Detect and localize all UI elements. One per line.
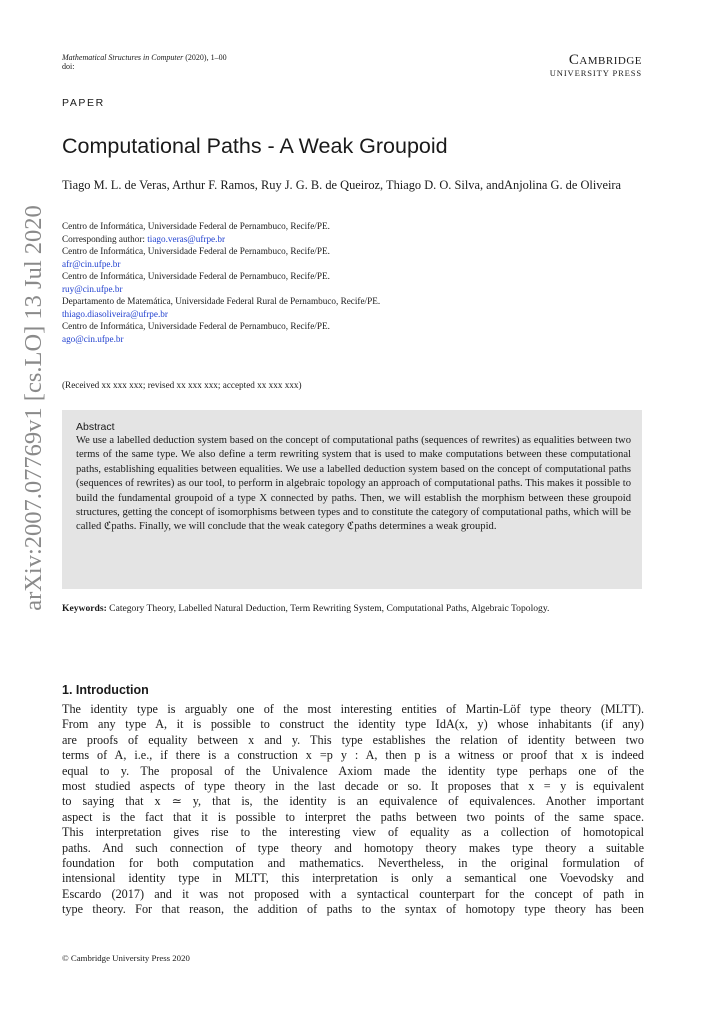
publisher-logo [550,53,642,78]
text-line: intensional identity type in MLTT, this interpretation is only a semantical one Voevodsky and [62,871,644,886]
paper-label: PAPER [62,97,105,109]
corresponding-author [62,233,662,246]
email-link[interactable]: ruy@cin.ufpe.br [62,283,123,294]
text-line: type theory. For that reason, the addition of paths to the syntax of homotopy type theory has been [62,902,644,917]
email-link[interactable]: afr@cin.ufpe.br [62,258,121,269]
email-link[interactable]: thiago.diasoliveira@ufrpe.br [62,308,168,319]
text-line: most studied aspects of type theory in the last decade or so. It proposes that x = y is equivalent [62,779,644,794]
introduction-body [62,702,644,918]
text-line: foundation for both computation and mathematics. Nevertheless, in the original formulation of [62,856,644,871]
arxiv-stamp-text: arXiv:2007.07769v1 [cs.LO] 13 Jul 2020 [20,205,47,611]
copyright-footer: © Cambridge University Press 2020 [62,953,190,963]
section-heading: 1. Introduction [62,683,149,697]
doi: doi: [62,62,75,71]
affiliation-text: Centro de Informática, Universidade Federal de Pernambuco, Recife/PE. [62,246,330,256]
keywords-label: Keywords: [62,603,107,614]
affiliation-text: Centro de Informática, Universidade Federal de Pernambuco, Recife/PE. [62,221,330,231]
publisher-logo-sub: UNIVERSITY PRESS [549,68,642,78]
author-list: Tiago M. L. de Veras, Arthur F. Ramos, Ruy J. G. B. de Queiroz, Thiago D. O. Silva, andAnjolina G. de Oliveira [62,178,622,192]
text-line: are proofs of equality between x and y. This type establishes the relation of identity between two [62,732,644,747]
text-line: to saying that x ≃ y, that is, the identity is an equivalence of equivalences. Another important [62,794,644,809]
text-line: From any type A, it is possible to construct the identity type IdA(x, y) whose inhabitants (if any) [62,717,644,732]
abstract-body: We use a labelled deduction system based on the concept of computational paths (sequences of rewrites) as equalities between two terms of the same type. We also define a term rewriting system that is used to make computations between these computational paths, establishing equalities between equalities. We use a labelled deduction system based on the concept of computational paths (sequences of rewrites) as our tool, to perform in algebraic topology an approach of computational paths. This makes it possible to build the fundamental groupoid of a type X connected by paths. Then, we will establish the morphism between these groupoid structures, getting the concept of isomorphisms between types and to constitute the category of computational paths, which will be called ℭpaths. Finally, we will conclude that the weak category ℭpaths determines a weak groupid. [76,435,631,533]
text-line: The identity type is arguably one of the most interesting entities of Martin-Löf type theory (MLTT). [62,702,644,716]
affiliation-text: Centro de Informática, Universidade Federal de Pernambuco, Recife/PE. [62,321,330,331]
keywords-text: Category Theory, Labelled Natural Deduction, Term Rewriting System, Computational Paths, Algebraic Topology. [106,603,550,614]
affiliations [62,220,662,345]
publisher-logo-main: Cambridge [568,52,642,68]
journal-info [62,53,227,71]
received-dates: (Received xx xxx xxx; revised xx xxx xxx; accepted xx xxx xxx) [62,380,302,390]
arxiv-stamp [18,158,50,658]
affiliation-text: Centro de Informática, Universidade Federal de Pernambuco, Recife/PE. [62,271,330,281]
corresponding-author-prefix: Corresponding author: [62,233,148,244]
text-line: terms of A, i.e., if there is a construction x =p y : A, then p is a witness or proof that x is indeed [62,748,644,763]
email-link[interactable]: tiago.veras@ufrpe.br [147,233,226,244]
abstract-heading: Abstract [76,421,115,433]
text-line: aspect is the fact that it is possible to interpret the paths between two points of the same space. [62,809,644,824]
keywords [62,603,644,616]
abstract-box [62,410,642,589]
text-line: paths. And such connection of type theory and homotopy theory makes type theory a suitable [62,840,644,855]
email-link[interactable]: ago@cin.ufpe.br [62,333,124,344]
paper-title: Computational Paths - A Weak Groupoid [62,134,448,158]
affiliation-text: Departamento de Matemática, Universidade Federal Rural de Pernambuco, Recife/PE. [62,296,381,306]
text-line: This interpretation gives rise to the interesting view of equality as a collection of homotopical [62,825,644,840]
journal-name: Mathematical Structures in Computer [62,53,184,62]
text-line: Escardo (2017) and it was not proposed with a syntactical counterpart for the concept of path in [62,886,644,901]
journal-volume: (2020), 1–00 [183,53,227,62]
text-line: equal to y. The proposal of the Univalence Axiom made the identity type perhaps one of the [62,763,644,778]
